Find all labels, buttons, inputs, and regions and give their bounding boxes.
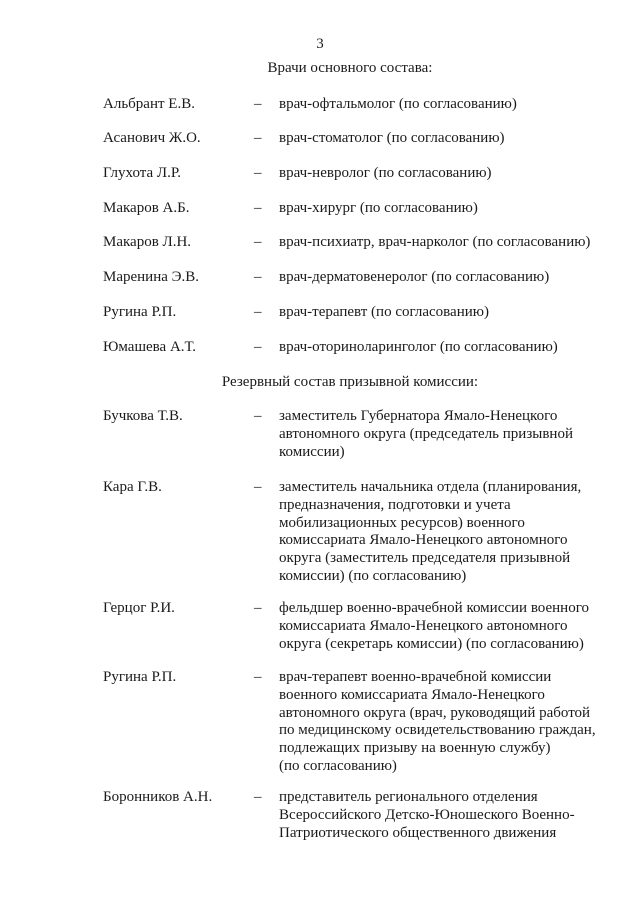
doctor-role: врач-психиатр, врач-нарколог (по согласованию) <box>279 234 591 250</box>
member-role <box>279 789 609 842</box>
member-role <box>279 408 609 461</box>
doctor-name: Макаров Л.Н. <box>103 234 192 250</box>
doctor-name: Макаров А.Б. <box>103 200 190 216</box>
doctor-name: Глухота Л.Р. <box>103 165 182 181</box>
member-role <box>279 479 609 586</box>
member-role <box>279 669 609 776</box>
dash: – <box>254 789 262 805</box>
dash: – <box>254 408 262 424</box>
role-line: фельдшер военно-врачебной комиссии военного <box>279 600 589 616</box>
member-name: Кара Г.В. <box>103 479 162 495</box>
dash: – <box>254 479 262 495</box>
doctor-role: врач-хирург (по согласованию) <box>279 200 478 216</box>
dash: – <box>254 200 262 216</box>
dash: – <box>254 304 262 320</box>
role-line: комиссариата Ямало-Ненецкого автономного <box>279 617 568 634</box>
role-line: мобилизационных ресурсов) военного <box>279 514 525 531</box>
dash: – <box>254 234 262 250</box>
dash: – <box>254 600 262 616</box>
role-line: (по согласованию) <box>279 757 397 774</box>
doctor-role: врач-офтальмолог (по согласованию) <box>279 96 517 112</box>
doctor-role: врач-дерматовенеролог (по согласованию) <box>279 269 550 285</box>
dash: – <box>254 165 262 181</box>
doctor-role: врач-стоматолог (по согласованию) <box>279 130 505 146</box>
doctor-name: Альбрант Е.В. <box>103 96 195 112</box>
main-staff-heading: Врачи основного состава: <box>267 60 433 76</box>
role-line: комиссии) <box>279 443 345 460</box>
dash: – <box>254 130 262 146</box>
role-line: автономного округа (врач, руководящий работой <box>279 704 591 721</box>
dash: – <box>254 96 262 112</box>
role-line: комиссии) (по согласованию) <box>279 567 467 584</box>
doctor-role: врач-невролог (по согласованию) <box>279 165 492 181</box>
role-line: по медицинскому освидетельствованию граждан, <box>279 722 596 739</box>
role-line: округа (заместитель председателя призывной <box>279 550 571 567</box>
member-name: Бучкова Т.В. <box>103 408 183 424</box>
role-line: подлежащих призыву на военную службу) <box>279 740 551 757</box>
dash: – <box>254 339 262 355</box>
role-line: автономного округа (председатель призывной <box>279 425 573 442</box>
doctor-name: Юмашева А.Т. <box>103 339 196 355</box>
reserve-heading: Резервный состав призывной комиссии: <box>221 374 479 390</box>
role-line: Патриотического общественного движения <box>279 824 557 841</box>
doctor-role: врач-оториноларинголог (по согласованию) <box>279 339 558 355</box>
page-number: 3 <box>316 36 324 52</box>
role-line: врач-терапевт военно-врачебной комиссии <box>279 669 552 685</box>
role-line: предназначения, подготовки и учета <box>279 496 511 513</box>
role-line: комиссариата Ямало-Ненецкого автономного <box>279 532 568 549</box>
role-line: заместитель начальника отдела (планирования, <box>279 479 582 495</box>
doctor-role: врач-терапевт (по согласованию) <box>279 304 489 320</box>
member-name: Герцог Р.И. <box>103 600 175 616</box>
member-role <box>279 600 609 653</box>
member-name: Ругина Р.П. <box>103 669 177 685</box>
doctor-name: Асанович Ж.О. <box>103 130 201 146</box>
role-line: заместитель Губернатора Ямало-Ненецкого <box>279 408 558 424</box>
doctor-name: Маренина Э.В. <box>103 269 200 285</box>
doctor-name: Ругина Р.П. <box>103 304 177 320</box>
dash: – <box>254 269 262 285</box>
role-line: Всероссийского Детско-Юношеского Военно- <box>279 806 575 823</box>
role-line: округа (секретарь комиссии) (по согласованию) <box>279 635 584 652</box>
member-name: Боронников А.Н. <box>103 789 213 805</box>
role-line: представитель регионального отделения <box>279 789 538 805</box>
role-line: военного комиссариата Ямало-Ненецкого <box>279 686 545 703</box>
dash: – <box>254 669 262 685</box>
